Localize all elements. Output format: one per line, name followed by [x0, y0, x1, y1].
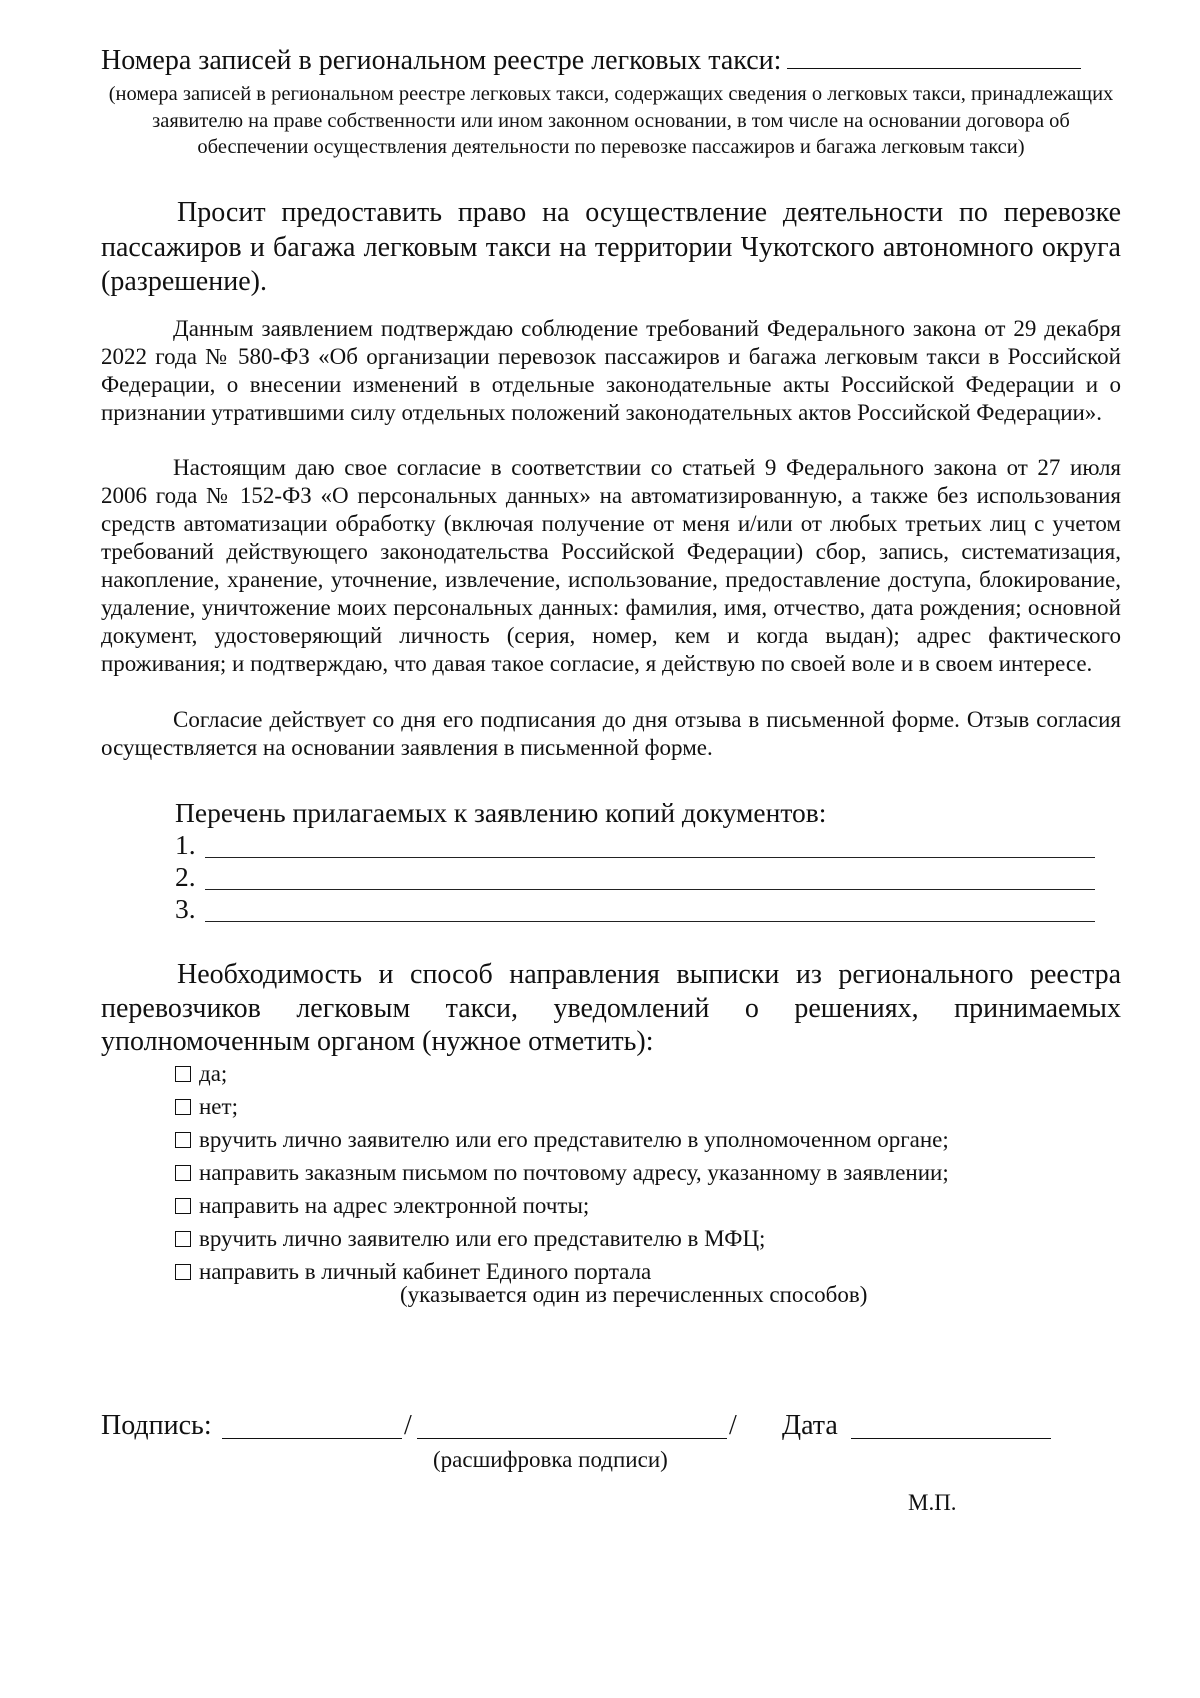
checkbox-icon[interactable] [175, 1132, 191, 1148]
checkbox-icon[interactable] [175, 1231, 191, 1247]
signature-field[interactable] [222, 1438, 402, 1439]
attached-document-line-1[interactable] [175, 829, 1095, 861]
registry-numbers-note: (номера записей в региональном реестре легковых такси, содержащих сведения о легковых такси, принадлежащих заявителю на праве собственности или ином законном основании, в том числе на основании договора об обеспечении осуществления деятельности по перевозке пассажиров и багажа легковым такси) [108, 83, 1114, 158]
signature-decode-field[interactable] [417, 1438, 727, 1439]
list-number: 3. [175, 893, 196, 924]
consent-validity-paragraph: Согласие действует со дня его подписания до дня отзыва в письменной форме. Отзыв согласия осуществляется на основании заявления в письменной форме. [101, 707, 1121, 760]
date-field[interactable] [851, 1438, 1051, 1439]
checkbox-icon[interactable] [175, 1165, 191, 1181]
option-hand-over-mfc[interactable] [175, 1222, 949, 1255]
list-number: 2. [175, 861, 196, 892]
registry-numbers-label: Номера записей в региональном реестре легковых такси: [101, 45, 782, 76]
stamp-place-label: М.П. [908, 1490, 957, 1515]
delivery-options-list [175, 1057, 949, 1288]
option-label: нет; [199, 1094, 238, 1119]
option-label: да; [199, 1061, 228, 1086]
document-blank-line[interactable] [205, 889, 1095, 890]
request-statement: Просит предоставить право на осуществление деятельности по перевозке пассажиров и багажа легковым такси на территории Чукотского автономного округа (разрешение). [101, 197, 1121, 297]
checkbox-icon[interactable] [175, 1066, 191, 1082]
separator-slash: / [404, 1410, 412, 1441]
checkbox-icon[interactable] [175, 1099, 191, 1115]
option-label: вручить лично заявителю или его представителю в уполномоченном органе; [199, 1127, 949, 1152]
attached-document-line-2[interactable] [175, 861, 1095, 893]
signature-decode-note: (расшифровка подписи) [433, 1447, 668, 1472]
document-blank-line[interactable] [205, 921, 1095, 922]
signature-row [101, 1408, 1121, 1448]
extract-method-heading: Необходимость и способ направления выписки из регионального реестра перевозчиков легковым такси, уведомлений о решениях, принимаемых уполномоченным органом (нужное отметить): [101, 959, 1121, 1057]
option-hand-over-authority[interactable] [175, 1123, 949, 1156]
option-label: направить в личный кабинет Единого портала [199, 1259, 652, 1284]
date-label: Дата [782, 1410, 838, 1441]
option-yes[interactable] [175, 1057, 949, 1090]
attached-document-line-3[interactable] [175, 893, 1095, 925]
option-label: вручить лично заявителю или его представителю в МФЦ; [199, 1226, 766, 1251]
option-label: направить заказным письмом по почтовому адресу, указанному в заявлении; [199, 1160, 949, 1185]
document-blank-line[interactable] [205, 857, 1095, 858]
option-email[interactable] [175, 1189, 949, 1222]
list-number: 1. [175, 829, 196, 860]
checkbox-icon[interactable] [175, 1198, 191, 1214]
options-note: (указывается один из перечисленных способов) [400, 1282, 868, 1307]
attached-documents-title: Перечень прилагаемых к заявлению копий документов: [175, 797, 827, 828]
registry-numbers-field[interactable] [787, 42, 1081, 69]
option-registered-mail[interactable] [175, 1156, 949, 1189]
checkbox-icon[interactable] [175, 1264, 191, 1280]
registry-numbers-line [101, 42, 1121, 79]
option-label: направить на адрес электронной почты; [199, 1193, 590, 1218]
signature-label: Подпись: [101, 1410, 212, 1441]
separator-slash: / [729, 1410, 737, 1441]
option-no[interactable] [175, 1090, 949, 1123]
personal-data-consent-paragraph: Настоящим даю свое согласие в соответствии со статьей 9 Федерального закона от 27 июля 2006 года № 152-ФЗ «О персональных данных» на автоматизированную, а также без использования средств автоматизации обработку (включая получение от меня и/или от любых третьих лиц с учетом требований действующего законодательства Российской Федерации) сбор, запись, систематизация, накопление, хранение, уточнение, извлечение, использование, предоставление доступа, блокирование, удаление, уничтожение моих персональных данных: фамилия, имя, отчество, дата рождения; основной документ, удостоверяющий личность (серия, номер, кем и когда выдан); адрес фактического проживания; и подтверждаю, что давая такое согласие, я действую по своей воле и в своем интересе. [101, 455, 1121, 676]
confirmation-paragraph: Данным заявлением подтверждаю соблюдение требований Федерального закона от 29 декабря 2022 года № 580-ФЗ «Об организации перевозок пассажиров и багажа легковым такси в Российской Федерации, о внесении изменений в отдельные законодательные акты Российской Федерации и о признании утратившими силу отдельных положений законодательных актов Российской Федерации». [101, 316, 1121, 425]
